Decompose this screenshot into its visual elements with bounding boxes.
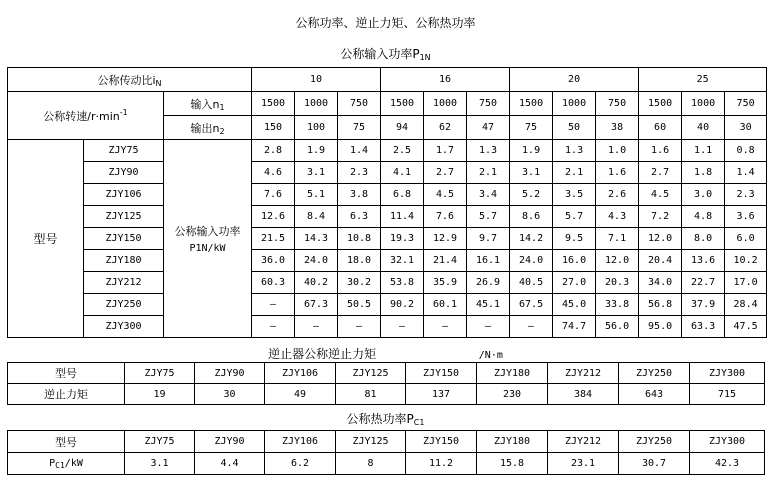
- model-cell: ZJY150: [84, 228, 164, 250]
- power-value-cell: 2.7: [639, 162, 682, 184]
- power-value-cell: 8.0: [682, 228, 725, 250]
- model-cell: ZJY180: [477, 363, 548, 384]
- input-speed-cell: 1000: [295, 92, 338, 116]
- table-row: [8, 140, 767, 162]
- model-cell: ZJY75: [125, 363, 195, 384]
- power-value-cell: 5.1: [295, 184, 338, 206]
- output-speed-cell: 30: [725, 116, 767, 140]
- input-speed-cell: 1500: [639, 92, 682, 116]
- ratio-cell: 25: [639, 68, 767, 92]
- power-value-cell: 11.4: [381, 206, 424, 228]
- power-value-cell: 56.0: [596, 316, 639, 338]
- power-value-cell: 90.2: [381, 294, 424, 316]
- input-speed-cell: 1000: [424, 92, 467, 116]
- power-value-cell: 60.1: [424, 294, 467, 316]
- power-value-cell: 1.4: [338, 140, 381, 162]
- thermal-value-cell: 6.2: [265, 453, 336, 475]
- power-label-line1: 公称输入功率: [174, 225, 241, 238]
- model-cell: ZJY250: [84, 294, 164, 316]
- power-value-cell: —: [252, 294, 295, 316]
- backstop-value-cell: 49: [265, 384, 336, 405]
- output-speed-label: 输出$n_2$: [164, 116, 252, 140]
- speed-label: 公称转速$/r\cdot\min^{-1}$: [8, 92, 164, 140]
- model-cell: ZJY180: [477, 431, 548, 453]
- backstop-title-line: [0, 345, 771, 362]
- power-value-cell: 4.6: [252, 162, 295, 184]
- power-value-cell: 40.2: [295, 272, 338, 294]
- model-cell: ZJY90: [84, 162, 164, 184]
- model-cell: ZJY212: [548, 363, 619, 384]
- thermal-power-label: $P_{C1}/kW$: [8, 453, 125, 475]
- output-speed-cell: 75: [510, 116, 553, 140]
- power-value-cell: 12.0: [596, 250, 639, 272]
- thermal-value-cell: 4.4: [195, 453, 265, 475]
- power-value-cell: 18.0: [338, 250, 381, 272]
- input-speed-cell: 750: [338, 92, 381, 116]
- model-cell: ZJY90: [195, 363, 265, 384]
- model-cell: ZJY300: [690, 431, 765, 453]
- model-cell: ZJY125: [336, 363, 406, 384]
- table-row: [8, 184, 767, 206]
- output-speed-cell: 100: [295, 116, 338, 140]
- power-value-cell: 24.0: [295, 250, 338, 272]
- table-row: [8, 228, 767, 250]
- power-value-cell: 36.0: [252, 250, 295, 272]
- power-value-cell: 7.6: [424, 206, 467, 228]
- power-value-cell: 10.8: [338, 228, 381, 250]
- power-value-cell: —: [338, 316, 381, 338]
- power-value-cell: 4.5: [424, 184, 467, 206]
- table-row: [8, 206, 767, 228]
- model-cell: ZJY250: [619, 363, 690, 384]
- power-value-cell: 27.0: [553, 272, 596, 294]
- backstop-value-row: [8, 384, 765, 405]
- thermal-value-cell: 3.1: [125, 453, 195, 475]
- power-value-cell: 1.1: [682, 140, 725, 162]
- power-value-cell: 2.1: [467, 162, 510, 184]
- backstop-value-cell: 230: [477, 384, 548, 405]
- power-value-cell: 3.1: [295, 162, 338, 184]
- power-value-cell: 35.9: [424, 272, 467, 294]
- output-speed-cell: 150: [252, 116, 295, 140]
- output-speed-cell: 62: [424, 116, 467, 140]
- input-speed-cell: 1500: [381, 92, 424, 116]
- power-value-cell: 1.3: [553, 140, 596, 162]
- power-value-cell: 7.6: [252, 184, 295, 206]
- power-value-cell: —: [510, 316, 553, 338]
- power-value-cell: 20.4: [639, 250, 682, 272]
- power-value-cell: 10.2: [725, 250, 767, 272]
- input-speed-row: [8, 92, 767, 116]
- output-speed-cell: 40: [682, 116, 725, 140]
- backstop-unit: /N·m: [478, 350, 503, 361]
- power-value-cell: 13.6: [682, 250, 725, 272]
- thermal-value-row: [8, 453, 765, 475]
- model-cell: ZJY212: [84, 272, 164, 294]
- model-cell: ZJY75: [84, 140, 164, 162]
- model-header: 型号: [8, 431, 125, 453]
- power-value-cell: 6.8: [381, 184, 424, 206]
- thermal-value-cell: 15.8: [477, 453, 548, 475]
- ratio-cell: 10: [252, 68, 381, 92]
- backstop-torque-table: [7, 362, 765, 405]
- power-value-cell: 7.1: [596, 228, 639, 250]
- power-value-cell: 30.2: [338, 272, 381, 294]
- power-value-cell: 1.7: [424, 140, 467, 162]
- output-speed-cell: 38: [596, 116, 639, 140]
- power-value-cell: 26.9: [467, 272, 510, 294]
- backstop-value-cell: 19: [125, 384, 195, 405]
- output-speed-cell: 75: [338, 116, 381, 140]
- power-value-cell: 6.0: [725, 228, 767, 250]
- thermal-value-cell: 23.1: [548, 453, 619, 475]
- power-value-cell: 8.4: [295, 206, 338, 228]
- thermal-title: 公称热功率$P_{C1}$: [346, 412, 425, 427]
- table-row: [8, 250, 767, 272]
- power-value-cell: 4.1: [381, 162, 424, 184]
- model-cell: ZJY180: [84, 250, 164, 272]
- power-value-cell: 1.8: [682, 162, 725, 184]
- power-value-cell: 2.6: [596, 184, 639, 206]
- power-value-cell: —: [295, 316, 338, 338]
- power-value-cell: 16.1: [467, 250, 510, 272]
- power-value-cell: 34.0: [639, 272, 682, 294]
- power-value-cell: 14.2: [510, 228, 553, 250]
- power-value-cell: 50.5: [338, 294, 381, 316]
- power-value-cell: 28.4: [725, 294, 767, 316]
- power-value-cell: 2.3: [725, 184, 767, 206]
- power-value-cell: 19.3: [381, 228, 424, 250]
- table-row: [8, 272, 767, 294]
- power-value-cell: —: [467, 316, 510, 338]
- power-value-cell: 21.5: [252, 228, 295, 250]
- power-value-cell: 17.0: [725, 272, 767, 294]
- model-cell: ZJY106: [265, 431, 336, 453]
- model-cell: ZJY106: [265, 363, 336, 384]
- power-value-cell: 2.8: [252, 140, 295, 162]
- power-value-cell: 5.7: [553, 206, 596, 228]
- power-value-cell: 40.5: [510, 272, 553, 294]
- power-value-cell: 74.7: [553, 316, 596, 338]
- power-value-cell: 2.5: [381, 140, 424, 162]
- power-value-cell: 67.5: [510, 294, 553, 316]
- output-speed-cell: 50: [553, 116, 596, 140]
- model-cell: ZJY125: [336, 431, 406, 453]
- power-value-cell: 32.1: [381, 250, 424, 272]
- input-speed-cell: 1000: [553, 92, 596, 116]
- backstop-header-row: [8, 363, 765, 384]
- ratio-label: 公称传动比$i_N$: [8, 68, 252, 92]
- power-value-cell: —: [424, 316, 467, 338]
- model-cell: ZJY106: [84, 184, 164, 206]
- power-value-cell: 24.0: [510, 250, 553, 272]
- power-value-cell: 8.6: [510, 206, 553, 228]
- backstop-value-cell: 715: [690, 384, 765, 405]
- model-cell: ZJY75: [125, 431, 195, 453]
- model-cell: ZJY150: [406, 431, 477, 453]
- power-value-cell: 67.3: [295, 294, 338, 316]
- main-title: 公称功率、逆止力矩、公称热功率: [295, 16, 476, 30]
- power-value-cell: 1.6: [596, 162, 639, 184]
- thermal-value-cell: 8: [336, 453, 406, 475]
- power-value-cell: 0.8: [725, 140, 767, 162]
- power-value-cell: 20.3: [596, 272, 639, 294]
- power-group-label: [164, 140, 252, 338]
- thermal-value-cell: 30.7: [619, 453, 690, 475]
- torque-label: 逆止力矩: [8, 384, 125, 405]
- power-value-cell: 47.5: [725, 316, 767, 338]
- power-value-cell: 63.3: [682, 316, 725, 338]
- table-row: [8, 294, 767, 316]
- input-speed-cell: 1500: [252, 92, 295, 116]
- power-value-cell: 3.8: [338, 184, 381, 206]
- model-cell: ZJY250: [619, 431, 690, 453]
- output-speed-cell: 47: [467, 116, 510, 140]
- backstop-title: 逆止器公称逆止力矩: [268, 347, 377, 361]
- input-speed-cell: 750: [725, 92, 767, 116]
- backstop-value-cell: 30: [195, 384, 265, 405]
- backstop-value-cell: 643: [619, 384, 690, 405]
- power-value-cell: 33.8: [596, 294, 639, 316]
- power-value-cell: 2.7: [424, 162, 467, 184]
- power-label-line2: P1N/kW: [189, 243, 226, 254]
- output-speed-cell: 94: [381, 116, 424, 140]
- model-cell: ZJY300: [690, 363, 765, 384]
- power-value-cell: 3.5: [553, 184, 596, 206]
- power-value-cell: 6.3: [338, 206, 381, 228]
- backstop-value-cell: 81: [336, 384, 406, 405]
- power-value-cell: 3.1: [510, 162, 553, 184]
- power-value-cell: 12.9: [424, 228, 467, 250]
- power-value-cell: 56.8: [639, 294, 682, 316]
- power-value-cell: 45.1: [467, 294, 510, 316]
- output-speed-cell: 60: [639, 116, 682, 140]
- power-value-cell: 1.9: [510, 140, 553, 162]
- input-power-table: [7, 67, 767, 338]
- power-value-cell: 14.3: [295, 228, 338, 250]
- power-value-cell: 7.2: [639, 206, 682, 228]
- power-value-cell: 1.3: [467, 140, 510, 162]
- power-value-cell: 1.6: [639, 140, 682, 162]
- power-value-cell: 95.0: [639, 316, 682, 338]
- thermal-value-cell: 11.2: [406, 453, 477, 475]
- power-value-cell: 5.7: [467, 206, 510, 228]
- power-value-cell: 21.4: [424, 250, 467, 272]
- power-value-cell: 12.0: [639, 228, 682, 250]
- thermal-power-table: [7, 430, 765, 475]
- thermal-header-row: [8, 431, 765, 453]
- table-row: [8, 316, 767, 338]
- power-value-cell: 2.1: [553, 162, 596, 184]
- input-power-title: 公称输入功率$P_{1N}$: [340, 47, 431, 62]
- model-group-label: 型号: [8, 140, 84, 338]
- ratio-cell: 16: [381, 68, 510, 92]
- power-value-cell: 1.9: [295, 140, 338, 162]
- power-value-cell: 2.3: [338, 162, 381, 184]
- model-cell: ZJY212: [548, 431, 619, 453]
- power-value-cell: 4.8: [682, 206, 725, 228]
- thermal-value-cell: 42.3: [690, 453, 765, 475]
- power-value-cell: 3.4: [467, 184, 510, 206]
- input-speed-cell: 750: [596, 92, 639, 116]
- power-value-cell: 9.5: [553, 228, 596, 250]
- input-speed-cell: 1000: [682, 92, 725, 116]
- power-value-cell: 37.9: [682, 294, 725, 316]
- power-value-cell: 5.2: [510, 184, 553, 206]
- power-value-cell: —: [252, 316, 295, 338]
- power-value-cell: 12.6: [252, 206, 295, 228]
- power-value-cell: 60.3: [252, 272, 295, 294]
- table-row: [8, 162, 767, 184]
- ratio-row: [8, 68, 767, 92]
- power-value-cell: 16.0: [553, 250, 596, 272]
- ratio-cell: 20: [510, 68, 639, 92]
- power-value-cell: 1.4: [725, 162, 767, 184]
- backstop-value-cell: 384: [548, 384, 619, 405]
- power-value-cell: 9.7: [467, 228, 510, 250]
- power-value-cell: 4.3: [596, 206, 639, 228]
- power-value-cell: —: [381, 316, 424, 338]
- input-speed-cell: 1500: [510, 92, 553, 116]
- power-value-cell: 45.0: [553, 294, 596, 316]
- power-value-cell: 4.5: [639, 184, 682, 206]
- power-value-cell: 3.0: [682, 184, 725, 206]
- backstop-value-cell: 137: [406, 384, 477, 405]
- power-value-cell: 22.7: [682, 272, 725, 294]
- power-value-cell: 53.8: [381, 272, 424, 294]
- model-cell: ZJY90: [195, 431, 265, 453]
- power-value-cell: 1.0: [596, 140, 639, 162]
- power-value-cell: 3.6: [725, 206, 767, 228]
- model-cell: ZJY300: [84, 316, 164, 338]
- model-header: 型号: [8, 363, 125, 384]
- model-cell: ZJY125: [84, 206, 164, 228]
- model-cell: ZJY150: [406, 363, 477, 384]
- input-speed-cell: 750: [467, 92, 510, 116]
- input-speed-label: 输入$n_1$: [164, 92, 252, 116]
